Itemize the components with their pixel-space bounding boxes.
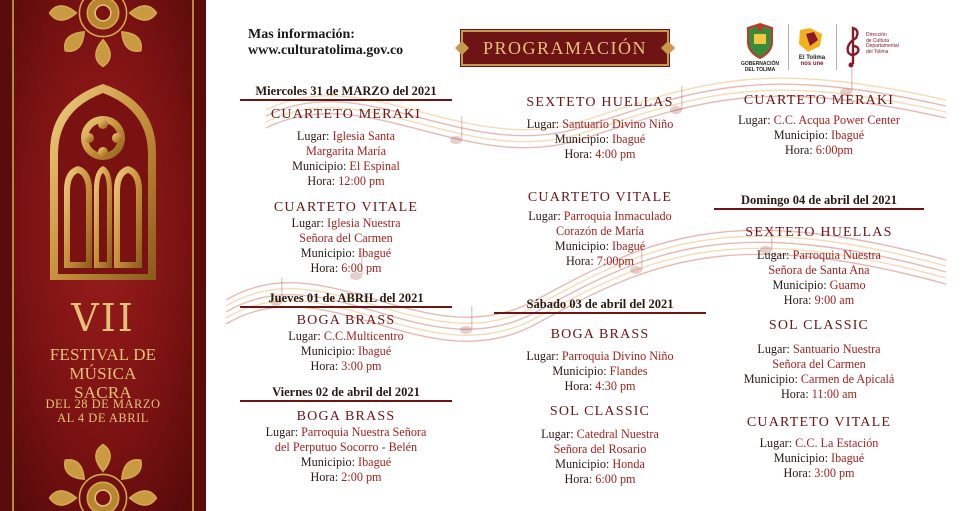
municipality-line: Municipio: Ibagué [300, 455, 392, 469]
more-info [248, 27, 403, 59]
ensemble-name: BOGA BRASS [296, 313, 396, 328]
event-card [494, 327, 706, 394]
festival-edition: VII [71, 296, 135, 340]
municipality-line: Municipio: Carmen de Apicalá [743, 372, 895, 386]
festival-name-line1: FESTIVAL DE MÚSICA [49, 345, 157, 383]
ensemble-name: CUARTETO VITALE [746, 415, 892, 430]
venue-line: Lugar: Parroquia Nuestra Señora [265, 425, 427, 439]
municipality-line: Municipio: Ibagué [773, 451, 865, 465]
more-info-label: Mas información: [248, 27, 355, 42]
ensemble-name: CUARTETO VITALE [273, 200, 419, 215]
event-card [714, 318, 924, 402]
municipality-line: Municipio: Ibagué [554, 239, 646, 253]
time-line: Hora: 3:00 pm [783, 466, 855, 480]
venue-line-2: Señora del Carmen [772, 357, 866, 371]
mandala-ornament-bottom [33, 443, 173, 511]
event-card [240, 200, 452, 276]
time-line: Hora: 9:00 am [783, 293, 855, 307]
municipality-line: Municipio: Guamo [772, 278, 866, 292]
tolima-map-icon [796, 26, 826, 54]
event-card [494, 404, 706, 487]
time-line: Hora: 2:00 pm [310, 470, 382, 484]
mandala-ornament-top [33, 0, 173, 68]
venue-line: Lugar: C.C. Acqua Power Center [738, 113, 900, 127]
time-line: Hora: 7:00pm [565, 254, 635, 268]
festival-name [14, 345, 192, 402]
venue-line: Lugar: Parroquia Inmaculado [528, 209, 672, 223]
event-card [714, 415, 924, 481]
logo-separator [788, 24, 789, 70]
direccion-cultura-caption: Dirección de Cultura Departamental del Tolima [866, 32, 899, 55]
venue-line: Lugar: Parroquia Nuestra [757, 248, 881, 262]
ensemble-name: CUARTETO MERAKI [743, 93, 895, 108]
ensemble-name: CUARTETO MERAKI [270, 107, 422, 122]
programacion-title: PROGRAMACIÓN [461, 30, 669, 66]
venue-line: Lugar: Iglesia Santa [296, 129, 396, 143]
event-card [240, 107, 452, 189]
festival-name-line2: SACRA [74, 383, 132, 402]
festival-banner [0, 0, 206, 511]
tolima-une-caption: El Tolima nos une [798, 55, 826, 67]
sponsor-logos [738, 20, 938, 74]
gobernacion-caption: GOBERNACIÓN DEL TOLIMA [740, 61, 780, 73]
municipality-line: Municipio: Flandes [552, 364, 648, 378]
website-link[interactable]: www.culturatolima.gov.co [248, 43, 404, 58]
event-card [240, 313, 452, 374]
municipality-line: Municipio: Ibagué [300, 246, 392, 260]
festival-dates-line2: AL 4 DE ABRIL [57, 411, 149, 425]
municipality-line: Municipio: Honda [555, 457, 645, 471]
day-heading: Miercoles 31 de MARZO del 2021 [240, 84, 452, 100]
venue-line: Lugar: Santuario Nuestra [757, 342, 881, 356]
event-card [714, 93, 924, 158]
venue-line-2: Corazón de María [556, 224, 644, 238]
day-heading: Viernes 02 de abril del 2021 [240, 385, 452, 401]
ensemble-name: SEXTETO HUELLAS [745, 225, 893, 240]
day-heading: Jueves 01 de ABRIL del 2021 [240, 291, 452, 307]
municipality-line: Municipio: El Espinal [292, 159, 400, 173]
event-card [494, 95, 706, 162]
municipality-line: Municipio: Ibagué [554, 132, 646, 146]
venue-line: Lugar: Iglesia Nuestra [291, 216, 401, 230]
event-card [714, 225, 924, 308]
day-heading: Sábado 03 de abril del 2021 [494, 297, 706, 313]
festival-dates [14, 397, 192, 425]
ensemble-name: BOGA BRASS [296, 409, 396, 424]
coat-of-arms-icon [744, 22, 776, 60]
venue-line: Lugar: Parroquia Divino Niño [526, 349, 674, 363]
banner-border-right [192, 0, 206, 511]
municipality-line: Municipio: Ibagué [773, 128, 865, 142]
ensemble-name: BOGA BRASS [550, 327, 650, 342]
ensemble-name: CUARTETO VITALE [527, 190, 673, 205]
event-card [240, 409, 452, 485]
venue-line: Lugar: Santuario Divino Niño [526, 117, 674, 131]
time-line: Hora: 6:00 pm [564, 472, 636, 486]
time-line: Hora: 4:30 pm [564, 379, 636, 393]
event-card [494, 190, 706, 269]
venue-line: Lugar: C.C.Multicentro [288, 329, 404, 343]
time-line: Hora: 4:00 pm [564, 147, 636, 161]
venue-line: Lugar: C.C. La Estación [759, 436, 879, 450]
day-heading: Domingo 04 de abril del 2021 [714, 193, 924, 209]
treble-clef-icon [840, 24, 866, 68]
logo-separator [836, 24, 837, 70]
time-line: Hora: 11:00 am [780, 387, 858, 401]
gothic-window-art [44, 82, 162, 282]
festival-dates-line1: DEL 28 DE MARZO [45, 397, 161, 411]
venue-line-2: Señora de Santa Ana [768, 263, 870, 277]
venue-line: Lugar: Catedral Nuestra [541, 427, 659, 441]
venue-line-2: Señora del Carmen [299, 231, 393, 245]
time-line: Hora: 6:00pm [784, 143, 854, 157]
time-line: Hora: 6:00 pm [310, 261, 382, 275]
venue-line-2: del Perputuo Socorro - Belén [274, 440, 418, 454]
venue-line-2: Señora del Rosario [553, 442, 647, 456]
ensemble-name: SOL CLASSIC [768, 318, 870, 333]
banner-border-left [0, 0, 14, 511]
time-line: Hora: 12:00 pm [307, 174, 385, 188]
venue-line-2: Margarita María [306, 144, 386, 158]
ensemble-name: SEXTETO HUELLAS [526, 95, 674, 110]
ensemble-name: SOL CLASSIC [549, 404, 651, 419]
time-line: Hora: 3:00 pm [310, 359, 382, 373]
municipality-line: Municipio: Ibagué [300, 344, 392, 358]
